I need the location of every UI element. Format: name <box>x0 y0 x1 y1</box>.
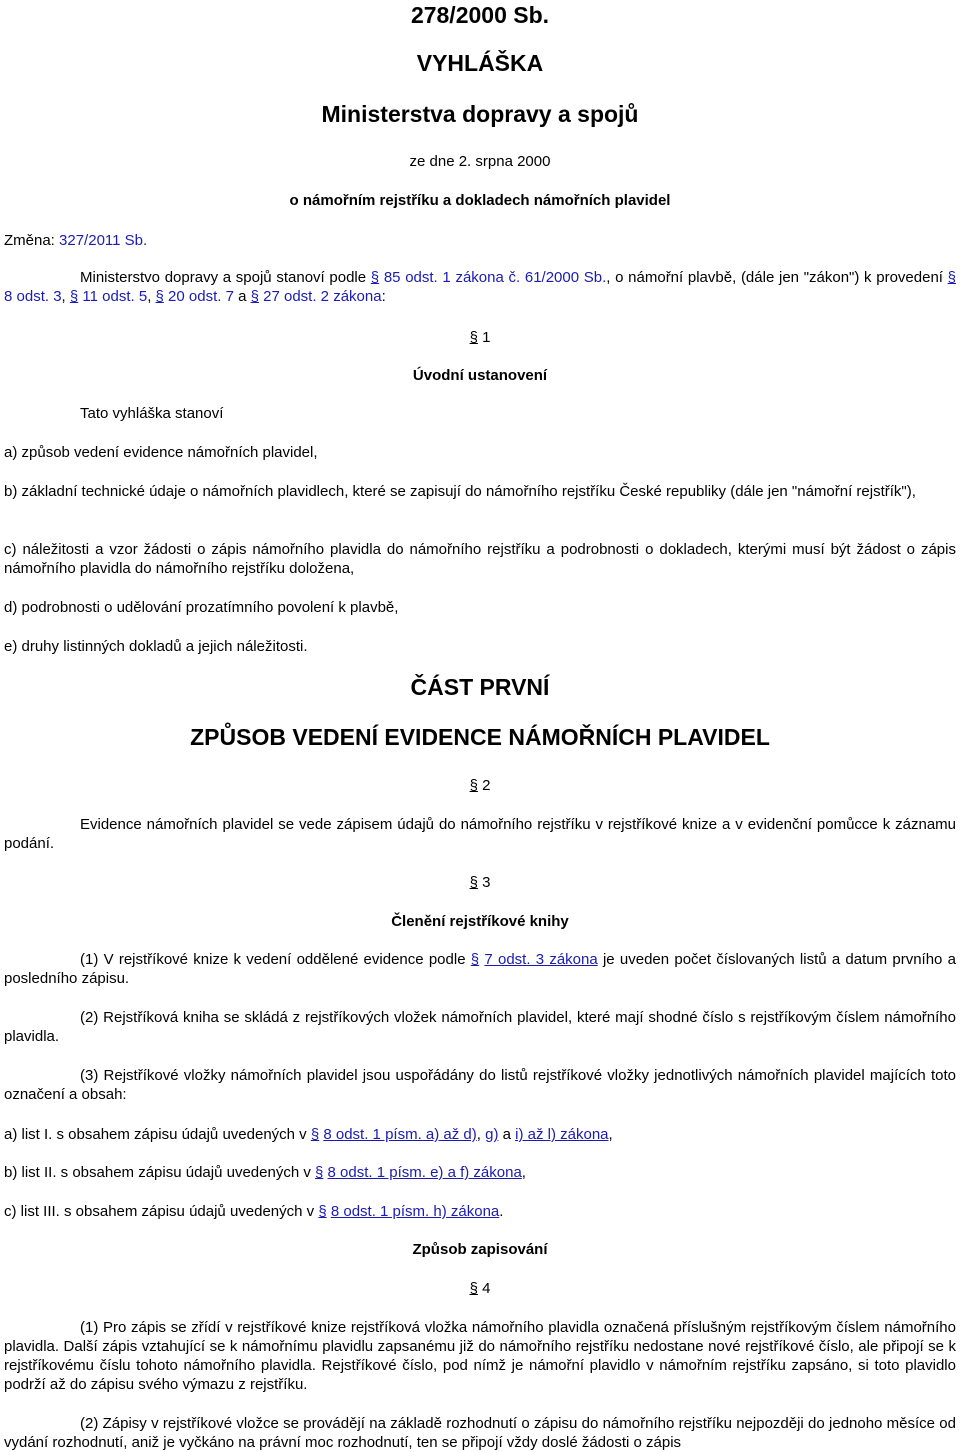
document-type: VYHLÁŠKA <box>416 50 544 76</box>
link-8-a-d[interactable]: 8 odst. 1 písm. a) až d) <box>323 1126 477 1143</box>
paragraph-text: je uveden počet číslovaných listů a datum prvního a posledního zápisu. <box>4 951 956 987</box>
section-4-paragraph-2: (2) Zápisy v rejstříkové vložce se provádějí na základě rozhodnutí o zápisu do námořního rejstříku nejpozději do jednoho měsíce od vydání rozhodnutí, aniž je vyčkáno na právní moc rozhodnutí, ten se připojí vždy doslé žádosti o zápis <box>4 1415 956 1451</box>
section-symbol-icon: § <box>69 288 79 305</box>
intro-lead: Tato vyhláška stanoví <box>80 405 224 422</box>
section-1-heading <box>0 328 960 347</box>
preamble-text: , <box>61 288 70 305</box>
section-4-paragraph-1: (1) Pro zápis se zřídí v rejstříkové knize rejstříková vložka námořního plavidla označená příslušným rejstříkovým číslem námořního plavidla. Další zápis vztahující se k námořnímu plavidlu zapsanému již do námořního rejstříku nedostane nové rejstříkové číslo, ale připojí se k rejstříkovému číslu tohoto námořního plavidla. Rejstříkové číslo, pod nímž je námořní plavidlo v námořním rejstříku zapsáno, si toto plavidlo podrží až do zápisu svého výmazu z rejstříku. <box>4 1319 956 1393</box>
intro-item-b: b) základní technické údaje o námořních plavidlech, které se zapisují do námořního rejstříku České republiky (dále jen "námořní rejstřík"), <box>4 483 916 500</box>
list-item-b <box>4 1163 526 1182</box>
section-2-paragraph: Evidence námořních plavidel se vede zápisem údajů do námořního rejstříku v rejstříkové knize a v evidenční pomůcce k záznamu podání. <box>4 816 956 852</box>
section-symbol-icon: § <box>155 288 164 305</box>
preamble-link-8[interactable]: 8 odst. 3 <box>4 288 62 305</box>
preamble-text: : <box>381 288 386 305</box>
amendment-label: Změna: <box>4 232 55 249</box>
intro-item-e: e) druhy listinných dokladů a jejich náležitosti. <box>4 638 308 655</box>
section-symbol-icon: § <box>469 1280 478 1297</box>
amendment-line <box>4 231 147 250</box>
intro-item-d: d) podrobnosti o udělování prozatímního povolení k plavbě, <box>4 599 399 616</box>
link-8-e-f[interactable]: 8 odst. 1 písm. e) a f) zákona <box>327 1164 522 1181</box>
list-text: c) list III. s obsahem zápisu údajů uvedených v <box>4 1203 319 1220</box>
section-symbol-icon: § <box>370 269 380 286</box>
section-2-heading <box>0 776 960 795</box>
section-1-title: Úvodní ustanovení <box>412 367 548 384</box>
link-7-odst-3[interactable]: 7 odst. 3 zákona <box>484 951 598 968</box>
preamble-text: Ministerstvo dopravy a spojů stanoví podle <box>80 269 371 286</box>
paragraph-text: (1) V rejstříkové knize k vedení oddělené evidence podle <box>80 951 471 968</box>
section-symbol-icon: § <box>318 1203 327 1220</box>
amendment-link[interactable]: 327/2011 Sb. <box>59 232 148 249</box>
part-title: ZPŮSOB VEDENÍ EVIDENCE NÁMOŘNÍCH PLAVIDEL <box>190 724 770 750</box>
section-3-paragraph-3: (3) Rejstříkové vložky námořních plavidel jsou uspořádány do listů rejstříkové vložky jednotlivých námořních plavidel majících toto označení a obsah: <box>4 1067 956 1103</box>
section-3-title: Členění rejstříkové knihy <box>391 913 569 930</box>
preamble-link-20[interactable]: 20 odst. 7 <box>168 288 234 305</box>
preamble-link-85[interactable]: 85 odst. 1 zákona č. 61/2000 Sb. <box>383 269 607 286</box>
link-8-i-l[interactable]: i) až l) zákona <box>515 1126 609 1143</box>
list-text: b) list II. s obsahem zápisu údajů uvedených v <box>4 1164 316 1181</box>
preamble-link-27[interactable]: 27 odst. 2 zákona <box>263 288 382 305</box>
section-symbol-icon: § <box>947 269 956 286</box>
preamble <box>4 268 956 306</box>
preamble-link-11[interactable]: 11 odst. 5 <box>82 288 148 305</box>
heading-zpusob-zapisovani: Způsob zapisování <box>412 1241 548 1258</box>
link-8-h[interactable]: 8 odst. 1 písm. h) zákona <box>330 1203 500 1220</box>
section-symbol-icon: § <box>470 951 480 968</box>
section-number: 1 <box>482 329 491 346</box>
document-number: 278/2000 Sb. <box>410 2 550 28</box>
section-symbol-icon: § <box>469 874 478 891</box>
preamble-text: a <box>233 288 251 305</box>
list-text: , <box>608 1126 613 1143</box>
section-symbol-icon: § <box>250 288 259 305</box>
section-symbol-icon: § <box>469 777 478 794</box>
document-subject: o námořním rejstříku a dokladech námořních plavidel <box>289 192 671 209</box>
link-8-g[interactable]: g) <box>485 1126 499 1143</box>
list-text: a) list I. s obsahem zápisu údajů uvedených v <box>4 1126 311 1143</box>
section-symbol-icon: § <box>315 1164 324 1181</box>
list-item-a <box>4 1125 613 1144</box>
list-text: , <box>476 1126 486 1143</box>
list-text: . <box>499 1203 504 1220</box>
section-4-heading <box>0 1279 960 1298</box>
section-symbol-icon: § <box>469 329 478 346</box>
section-3-paragraph-1 <box>4 950 956 988</box>
issuing-ministry: Ministerstva dopravy a spojů <box>321 101 639 127</box>
section-number: 4 <box>482 1280 491 1297</box>
list-text: , <box>521 1164 526 1181</box>
section-3-paragraph-2: (2) Rejstříková kniha se skládá z rejstříkových vložek námořních plavidel, které mají shodné číslo s rejstříkovým číslem námořního plavidla. <box>4 1009 956 1045</box>
section-3-heading <box>0 873 960 892</box>
list-item-c <box>4 1202 503 1221</box>
issue-date: ze dne 2. srpna 2000 <box>409 153 551 170</box>
preamble-text: , <box>147 288 156 305</box>
section-number: 2 <box>482 777 491 794</box>
part-name: ČÁST PRVNÍ <box>410 674 550 700</box>
preamble-text: , o námořní plavbě, (dále jen "zákon") k provedení <box>606 269 948 286</box>
intro-item-c: c) náležitosti a vzor žádosti o zápis námořního plavidla do námořního rejstříku a podrobnosti o dokladech, kterými musí být žádost o zápis námořního plavidla do námořního rejstříku doložena, <box>4 541 956 577</box>
section-number: 3 <box>482 874 491 891</box>
list-text: a <box>498 1126 516 1143</box>
section-symbol-icon: § <box>310 1126 320 1143</box>
intro-item-a: a) způsob vedení evidence námořních plavidel, <box>4 444 318 461</box>
